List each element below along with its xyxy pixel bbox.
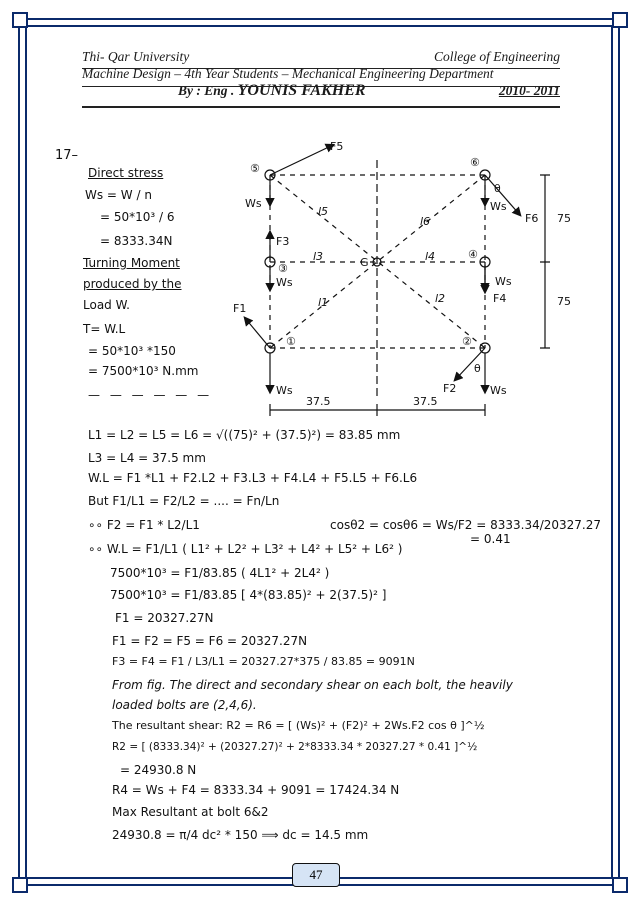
length-label-l1: l1 [318,296,329,309]
academic-years: 2010- 2011 [498,83,560,98]
note-line: T= W.L [83,322,126,336]
equation-line: 24930.8 = π/4 dc² * 150 ⟹ dc = 14.5 mm [112,828,369,842]
university-name: Thi- Qar University [82,49,190,64]
bolt-label-6: ⑥ [470,156,480,169]
equation-line: From fig. The direct and secondary shear on each bolt, the heavily [112,678,513,692]
equation-line: cosθ2 = cosθ6 = Ws/F2 = 8333.34/20327.27 [330,518,602,532]
equation-line: 7500*10³ = F1/83.85 [ 4*(83.85)² + 2(37.5)² ] [110,588,387,602]
ws-label: Ws [490,200,507,213]
dimension-37-5-left: 37.5 [306,395,331,408]
ws-label: Ws [490,384,507,397]
equation-line: F1 = 20327.27N [115,611,214,625]
equation-line: W.L = F1 *L1 + F2.L2 + F3.L3 + F4.L4 + F5.L5 + F6.L6 [88,471,418,485]
equation-line: L3 = L4 = 37.5 mm [88,451,206,465]
equation-line: ∘∘ F2 = F1 * L2/L1 [88,518,200,532]
author-line: By : Eng . YOUNIS FAKHER [178,82,366,99]
bolt-label-4: ④ [468,248,478,261]
equation-line: But F1/L1 = F2/L2 = .... = Fn/Ln [88,494,280,508]
separator-dashes: — — — — — — [88,388,213,402]
course-title: Machine Design – 4th Year Students – Mechanical Engineering Department [82,66,494,81]
note-line: = 50*10³ / 6 [100,210,175,224]
note-line: = 8333.34N [100,234,173,248]
ws-label: Ws [495,275,512,288]
centroid-label: G [360,256,369,269]
bolt-label-2: ② [462,335,472,348]
note-line: produced by the [83,277,182,291]
length-label-l3: l3 [313,250,324,263]
dimension-37-5-right: 37.5 [413,395,438,408]
equation-line: 7500*10³ = F1/83.85 ( 4L1² + 2L4² ) [110,566,330,580]
length-label-l5: l5 [318,205,329,218]
length-label-l2: l2 [435,292,446,305]
equation-line: L1 = L2 = L5 = L6 = √((75)² + (37.5)²) = 83.85 mm [88,428,401,442]
problem-number: 17– [55,148,79,163]
note-line: Turning Moment [83,256,180,270]
force-label-f5: F5 [330,140,344,153]
equation-line: The resultant shear: R2 = R6 = [ (Ws)² + (F2)² + 2Ws.F2 cos θ ]^½ [112,719,485,732]
equation-line: Max Resultant at bolt 6&2 [112,805,269,819]
equation-line: F3 = F4 = F1 / L3/L1 = 20327.27*375 / 83.85 = 9091N [112,655,415,668]
force-label-f1: F1 [233,302,247,315]
page-number: 47 [292,863,340,887]
equation-line: R2 = [ (8333.34)² + (20327.27)² + 2*8333.34 * 20327.27 * 0.41 ]^½ [112,741,478,753]
dimension-75-upper: 75 [557,212,571,225]
theta-label: θ [474,362,481,375]
force-label-f2: F2 [443,382,457,395]
ws-label: Ws [276,384,293,397]
force-label-f4: F4 [493,292,507,305]
author-name: YOUNIS FAKHER [237,82,366,99]
ws-label: Ws [276,276,293,289]
equation-line: F1 = F2 = F5 = F6 = 20327.27N [112,634,308,648]
bolt-label-5: ⑤ [250,162,260,175]
theta-label: θ [494,182,501,195]
equation-line: ∘∘ W.L = F1/L1 ( L1² + L2² + L3² + L4² + L5² + L6² ) [88,542,403,556]
ws-label: Ws [245,197,262,210]
length-label-l6: l6 [420,215,431,228]
bolt-label-3: ③ [278,262,288,275]
force-label-f3: F3 [276,235,290,248]
equation-line: R4 = Ws + F4 = 8333.34 + 9091 = 17424.34 N [112,783,400,797]
equation-line: = 0.41 [470,532,511,546]
bolt-label-1: ① [286,335,296,348]
college-name: College of Engineering [434,49,560,64]
note-line: Ws = W / n [85,188,152,202]
force-label-f6: F6 [525,212,539,225]
dimension-75-lower: 75 [557,295,571,308]
equation-line: = 24930.8 N [120,763,197,777]
length-label-l4: l4 [425,250,436,263]
note-line: = 50*10³ *150 [88,344,176,358]
equation-line: loaded bolts are (2,4,6). [112,698,257,712]
note-line: Direct stress [88,166,164,180]
note-line: = 7500*10³ N.mm [88,364,199,378]
note-line: Load W. [83,298,130,312]
